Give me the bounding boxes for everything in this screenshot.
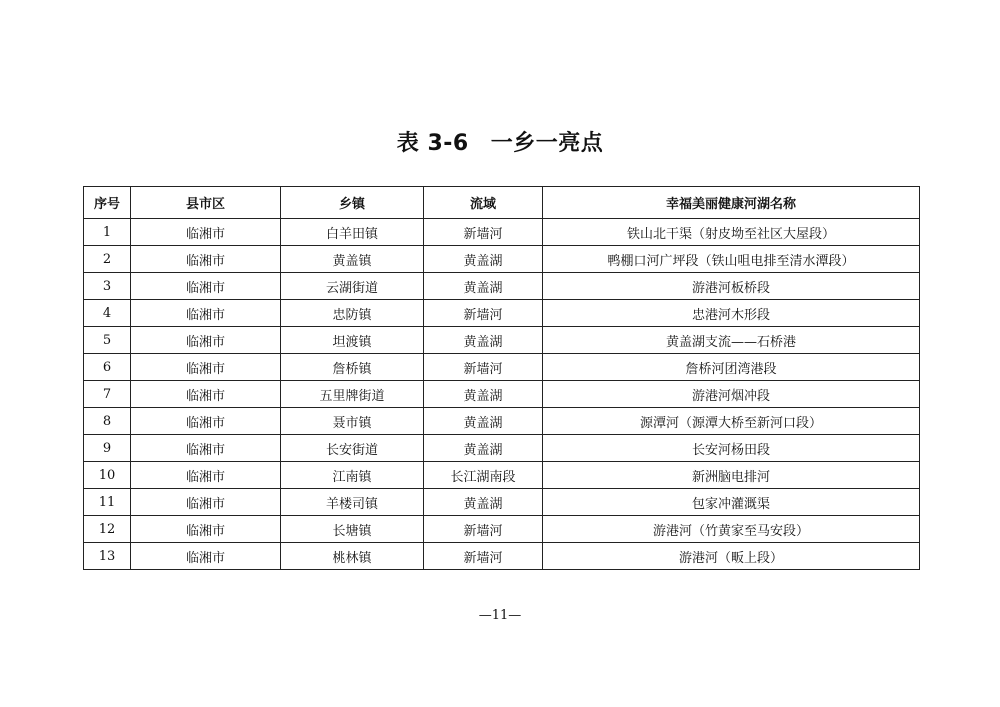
cell-river-name: 铁山北干渠（射皮坳至社区大屋段） — [543, 219, 920, 246]
cell-index: 10 — [84, 462, 131, 489]
table-row — [84, 462, 920, 489]
table-row — [84, 327, 920, 354]
table-row — [84, 219, 920, 246]
table-title-label: 表 3-6 — [396, 131, 469, 156]
cell-river-name: 黄盖湖支流——石桥港 — [543, 327, 920, 354]
table-row — [84, 273, 920, 300]
table-row — [84, 246, 920, 273]
cell-river-name: 鸭棚口河广坪段（铁山咀电排至清水潭段） — [543, 246, 920, 273]
table-row — [84, 435, 920, 462]
cell-county: 临湘市 — [131, 354, 281, 381]
cell-index: 3 — [84, 273, 131, 300]
cell-basin: 新墙河 — [424, 219, 543, 246]
header-cell-town: 乡镇 — [281, 187, 424, 219]
header-cell-index: 序号 — [84, 187, 131, 219]
cell-basin: 新墙河 — [424, 300, 543, 327]
cell-county: 临湘市 — [131, 516, 281, 543]
cell-index: 4 — [84, 300, 131, 327]
cell-river-name: 游港河（畈上段） — [543, 543, 920, 570]
cell-index: 8 — [84, 408, 131, 435]
cell-town: 白羊田镇 — [281, 219, 424, 246]
table-title — [0, 126, 1000, 157]
cell-index: 7 — [84, 381, 131, 408]
header-cell-river-name: 幸福美丽健康河湖名称 — [543, 187, 920, 219]
cell-index: 1 — [84, 219, 131, 246]
cell-town: 詹桥镇 — [281, 354, 424, 381]
cell-basin: 黄盖湖 — [424, 435, 543, 462]
table-row — [84, 354, 920, 381]
cell-town: 黄盖镇 — [281, 246, 424, 273]
cell-river-name: 游港河烟冲段 — [543, 381, 920, 408]
table-body — [84, 219, 920, 570]
cell-basin: 黄盖湖 — [424, 408, 543, 435]
cell-river-name: 游港河（竹黄家至马安段） — [543, 516, 920, 543]
cell-county: 临湘市 — [131, 543, 281, 570]
cell-town: 长塘镇 — [281, 516, 424, 543]
cell-river-name: 忠港河木形段 — [543, 300, 920, 327]
cell-town: 江南镇 — [281, 462, 424, 489]
cell-town: 羊楼司镇 — [281, 489, 424, 516]
page-number: —11— — [478, 608, 522, 623]
table-row — [84, 516, 920, 543]
table-row — [84, 408, 920, 435]
cell-river-name: 游港河板桥段 — [543, 273, 920, 300]
cell-county: 临湘市 — [131, 273, 281, 300]
cell-county: 临湘市 — [131, 219, 281, 246]
cell-river-name: 包家冲灌溉渠 — [543, 489, 920, 516]
cell-index: 6 — [84, 354, 131, 381]
cell-county: 临湘市 — [131, 462, 281, 489]
cell-basin: 新墙河 — [424, 516, 543, 543]
cell-index: 5 — [84, 327, 131, 354]
cell-river-name: 新洲脑电排河 — [543, 462, 920, 489]
cell-county: 临湘市 — [131, 381, 281, 408]
cell-index: 12 — [84, 516, 131, 543]
cell-basin: 黄盖湖 — [424, 327, 543, 354]
cell-basin: 黄盖湖 — [424, 381, 543, 408]
cell-town: 桃林镇 — [281, 543, 424, 570]
cell-county: 临湘市 — [131, 435, 281, 462]
header-cell-basin: 流域 — [424, 187, 543, 219]
table-header-row — [84, 187, 920, 219]
cell-river-name: 源潭河（源潭大桥至新河口段） — [543, 408, 920, 435]
cell-index: 9 — [84, 435, 131, 462]
cell-basin: 新墙河 — [424, 543, 543, 570]
cell-basin: 黄盖湖 — [424, 246, 543, 273]
cell-county: 临湘市 — [131, 327, 281, 354]
cell-basin: 新墙河 — [424, 354, 543, 381]
table-row — [84, 300, 920, 327]
cell-basin: 长江湖南段 — [424, 462, 543, 489]
cell-index: 2 — [84, 246, 131, 273]
header-cell-county: 县市区 — [131, 187, 281, 219]
cell-basin: 黄盖湖 — [424, 273, 543, 300]
table-title-text: 一乡一亮点 — [490, 131, 604, 156]
cell-town: 五里牌街道 — [281, 381, 424, 408]
table-row — [84, 489, 920, 516]
cell-county: 临湘市 — [131, 408, 281, 435]
cell-basin: 黄盖湖 — [424, 489, 543, 516]
cell-river-name: 詹桥河团湾港段 — [543, 354, 920, 381]
cell-county: 临湘市 — [131, 489, 281, 516]
cell-river-name: 长安河杨田段 — [543, 435, 920, 462]
cell-town: 聂市镇 — [281, 408, 424, 435]
cell-town: 坦渡镇 — [281, 327, 424, 354]
cell-town: 忠防镇 — [281, 300, 424, 327]
cell-index: 11 — [84, 489, 131, 516]
cell-county: 临湘市 — [131, 246, 281, 273]
table-row — [84, 381, 920, 408]
cell-town: 长安街道 — [281, 435, 424, 462]
highlight-table — [83, 186, 920, 570]
table-row — [84, 543, 920, 570]
cell-index: 13 — [84, 543, 131, 570]
cell-county: 临湘市 — [131, 300, 281, 327]
cell-town: 云湖街道 — [281, 273, 424, 300]
